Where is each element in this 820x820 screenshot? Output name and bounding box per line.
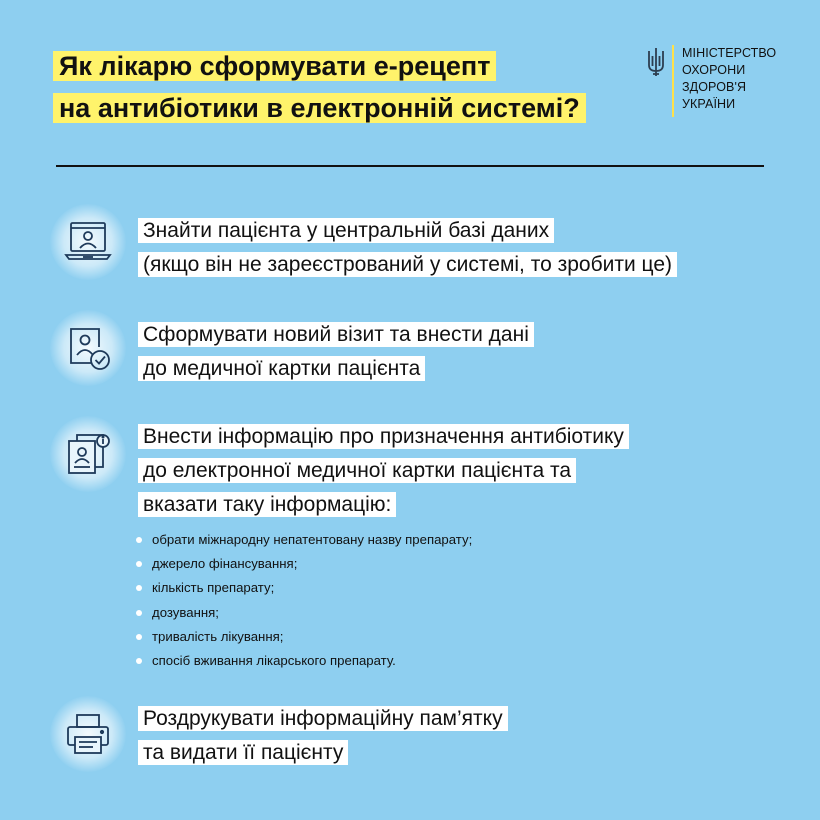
list-item: кількість препарату; [134,576,472,600]
step-3-line-1: Внести інформацію про призначення антибіотику [138,424,629,449]
ministry-logo [646,45,776,117]
step-4-line-2: та видати її пацієнту [138,740,348,765]
step-1-line-2: (якщо він не зареєстрований у системі, то зробити це) [138,252,677,277]
step-2-line-1: Сформувати новий візит та внести дані [138,322,534,347]
step-1-line-1: Знайти пацієнта у центральній базі даних [138,218,554,243]
laptop-patient-icon [63,217,113,267]
page-title [53,45,586,129]
list-item: обрати міжнародну непатентовану назву препарату; [134,528,472,552]
logo-divider [672,45,674,117]
list-item: дозування; [134,601,472,625]
step-2-line-2: до медичної картки пацієнта [138,356,425,381]
step-3-line-2: до електронної медичної картки пацієнта та [138,458,576,483]
documents-info-icon [63,429,113,479]
antibiotic-info-list [134,528,472,673]
logo-text: МІНІСТЕРСТВО ОХОРОНИ ЗДОРОВ'Я УКРАЇНИ [682,46,777,111]
title-divider [56,165,764,167]
list-item: тривалість лікування; [134,625,472,649]
list-item: спосіб вживання лікарського препарату. [134,649,472,673]
list-item: джерело фінансування; [134,552,472,576]
step-4-line-1: Роздрукувати інформаційну пам’ятку [138,706,508,731]
title-line-2: на антибіотики в електронній системі? [53,93,586,123]
trident-icon [646,47,666,77]
step-3-line-3: вказати таку інформацію: [138,492,396,517]
title-line-1: Як лікарю сформувати е-рецепт [53,51,496,81]
patient-card-check-icon [63,323,113,373]
printer-icon [63,709,113,759]
